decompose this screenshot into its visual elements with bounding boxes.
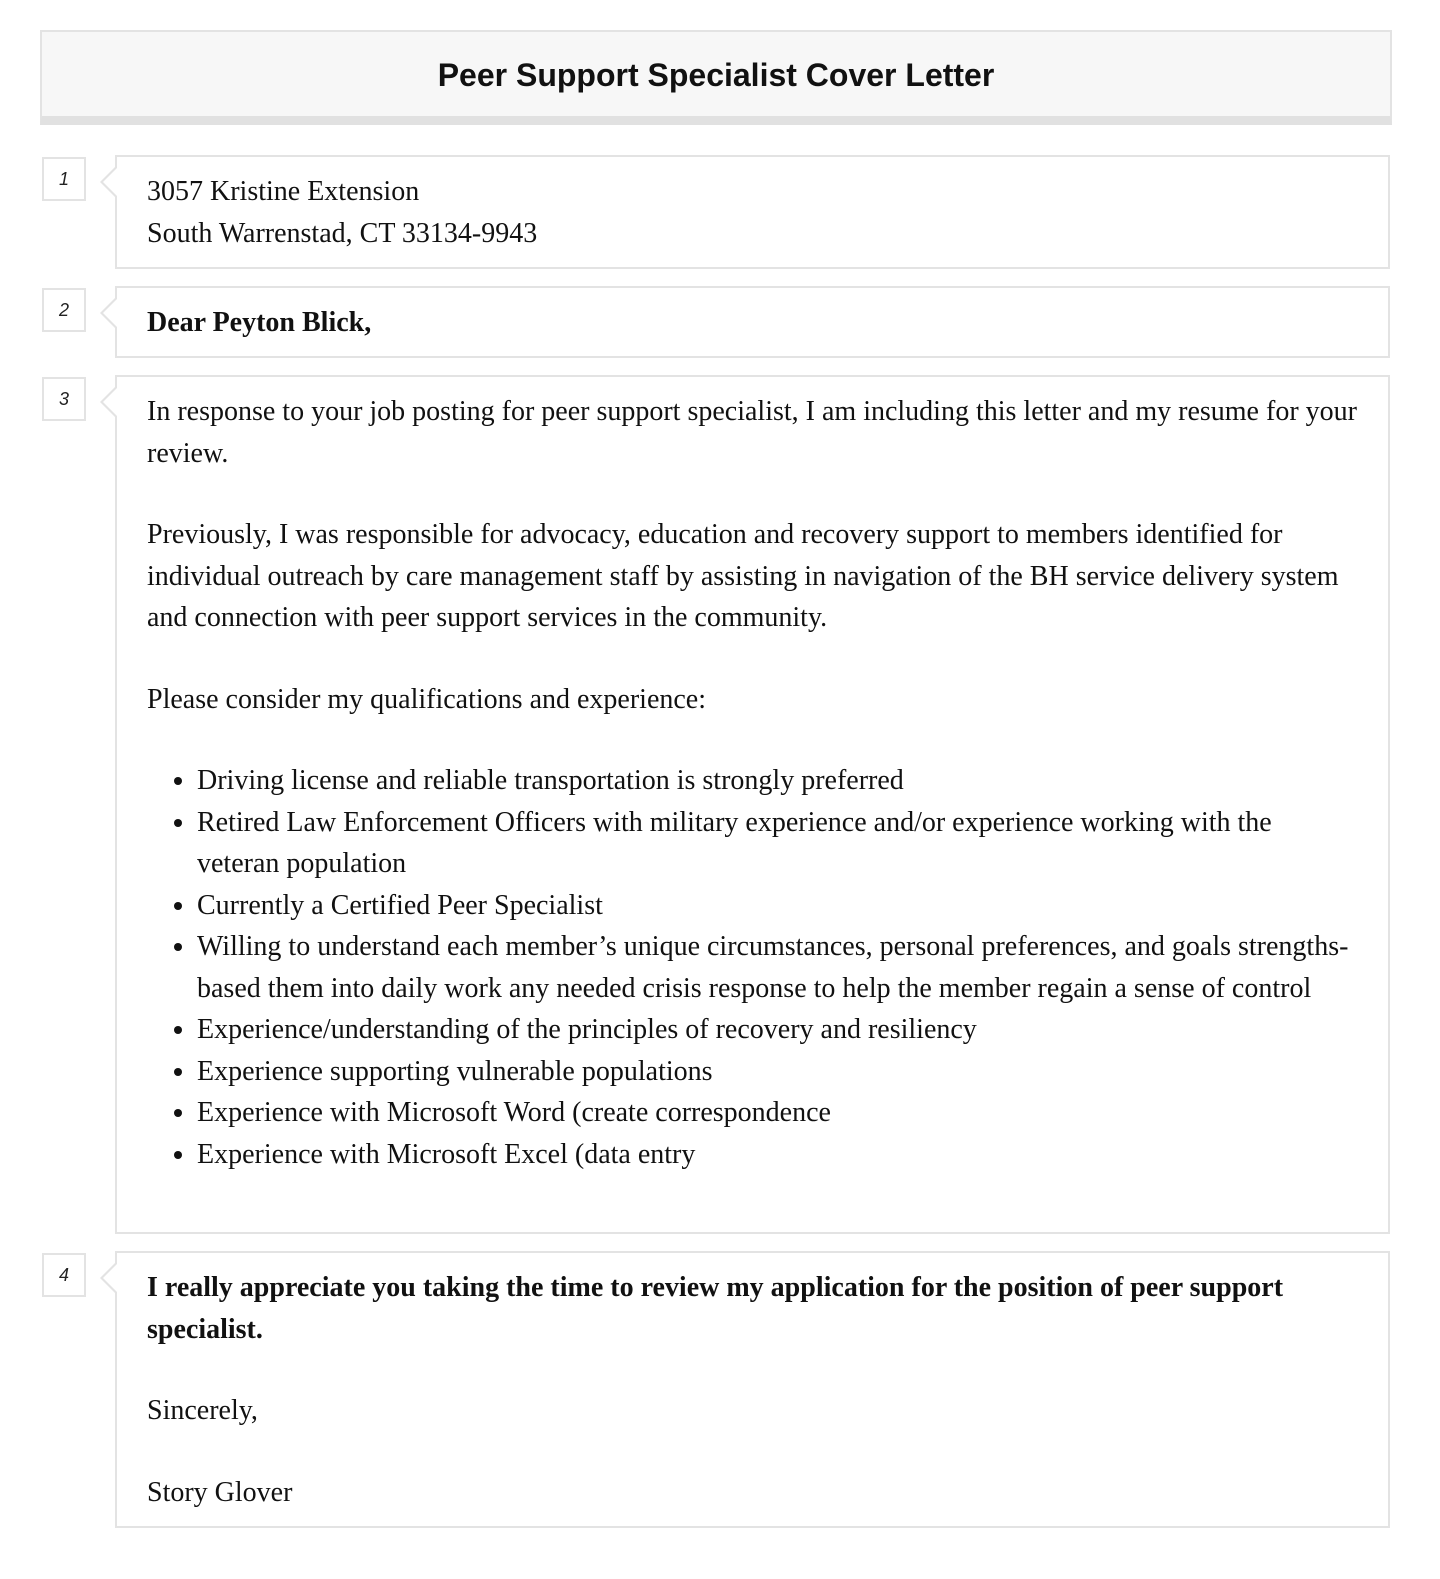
section-number: 3 (42, 377, 86, 421)
list-item: • Experience supporting vulnerable populations (197, 1051, 1358, 1093)
page-title: Peer Support Specialist Cover Letter (437, 57, 995, 93)
salutation: Dear Peyton Blick, (147, 307, 372, 338)
letter-header (40, 30, 1392, 125)
closing-paragraph: I really appreciate you taking the time to review my application for the position of peer support specialist. (147, 1272, 1284, 1345)
list-item: • Retired Law Enforcement Officers with military experience and/or experience working with the veteran population (197, 802, 1358, 885)
intro-paragraph: In response to your job posting for peer support specialist, I am including this letter and my resume for your review. (147, 396, 1357, 469)
list-item: • Currently a Certified Peer Specialist (197, 885, 1358, 927)
consider-paragraph: Please consider my qualifications and experience: (147, 683, 707, 715)
list-item: • Driving license and reliable transportation is strongly preferred (197, 760, 1358, 802)
section-number: 4 (42, 1253, 86, 1297)
qualifications-list (147, 760, 1358, 1175)
list-item: • Experience/understanding of the principles of recovery and resiliency (197, 1009, 1358, 1051)
signoff: Sincerely, (147, 1395, 258, 1426)
closing-card (115, 1251, 1390, 1528)
salutation-card (115, 286, 1390, 358)
section-number: 1 (42, 157, 86, 201)
previous-experience-paragraph: Previously, I was responsible for advocacy, education and recovery support to members identified for individual outreach by care management staff by assisting in navigation of the BH service delivery system and connection with peer support services in the community. (147, 519, 1339, 633)
section-number: 2 (42, 288, 86, 332)
address-line-2: South Warrenstad, CT 33134-9943 (147, 217, 538, 249)
body-card (115, 375, 1390, 1234)
list-item: • Experience with Microsoft Excel (data entry (197, 1134, 1358, 1176)
list-item: • Willing to understand each member’s unique circumstances, personal preferences, and goals strengths-based them into daily work any needed crisis response to help the member regain a sense of control (197, 926, 1358, 1009)
list-item: • Experience with Microsoft Word (create correspondence (197, 1092, 1358, 1134)
address-card (115, 155, 1390, 269)
signature-name: Story Glover (147, 1476, 293, 1508)
address-line-1: 3057 Kristine Extension (147, 176, 420, 207)
